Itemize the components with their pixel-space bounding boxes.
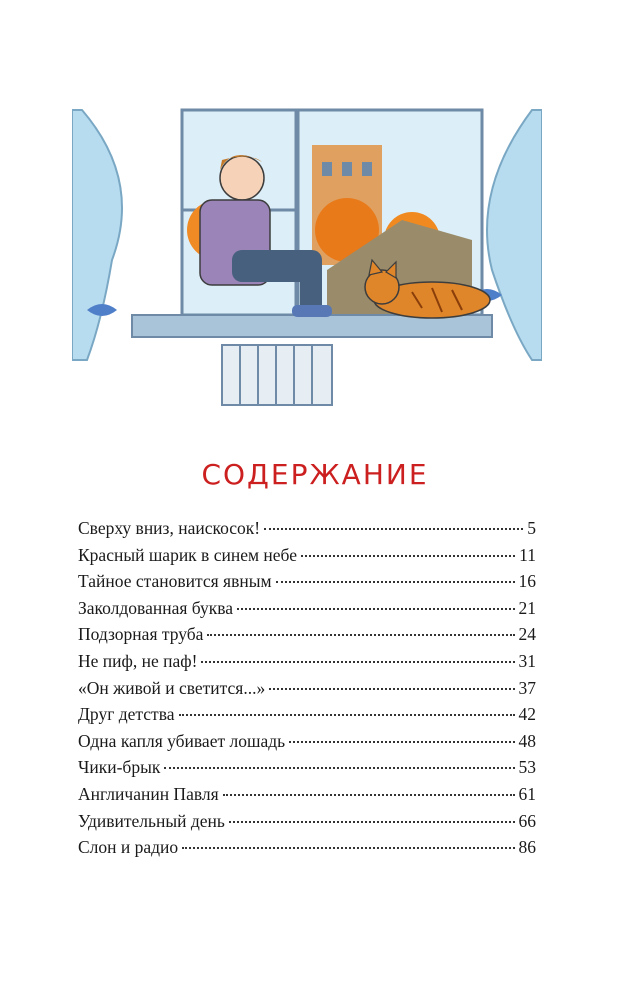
toc-leader-dots <box>301 555 515 557</box>
toc-item-page: 31 <box>518 650 536 671</box>
toc-leader-dots <box>237 608 514 610</box>
toc-item[interactable] <box>78 624 536 651</box>
toc-item-title: Не пиф, не паф! <box>78 650 198 671</box>
toc-leader-dots <box>264 528 523 530</box>
toc-item[interactable] <box>78 678 536 705</box>
toc-leader-dots <box>179 714 515 716</box>
toc-item-page: 16 <box>518 571 536 592</box>
toc-item-title: Сверху вниз, наискосок! <box>78 518 261 538</box>
toc-leader-dots <box>182 847 514 849</box>
toc-item-page: 48 <box>518 730 536 751</box>
toc-item-title: Подзорная труба <box>78 624 204 645</box>
toc-leader-dots <box>207 634 514 636</box>
toc-item-title: Слон и радио <box>78 837 179 858</box>
toc-item[interactable] <box>78 651 536 678</box>
toc-item-title: Удивительный день <box>78 810 225 831</box>
toc-item-title: Заколдованная буква <box>78 597 234 618</box>
toc-item[interactable] <box>78 571 536 598</box>
toc-item[interactable] <box>78 837 536 864</box>
toc-item-title: Одна капля убивает лошадь <box>78 730 286 751</box>
page-title: СОДЕРЖАНИЕ <box>201 458 429 491</box>
toc-leader-dots <box>289 741 514 743</box>
toc-leader-dots <box>276 581 515 583</box>
toc-item[interactable] <box>78 757 536 784</box>
toc-item-page: 61 <box>518 783 536 804</box>
toc-item-page: 24 <box>518 624 536 645</box>
toc-item-title: «Он живой и светится...» <box>78 677 266 698</box>
toc-item[interactable] <box>78 598 536 625</box>
toc-item[interactable] <box>78 784 536 811</box>
toc-leader-dots <box>269 688 514 690</box>
toc-item-title: Англичанин Павля <box>78 783 219 804</box>
toc-item-page: 53 <box>518 757 536 778</box>
toc-item[interactable] <box>78 811 536 838</box>
toc-item-title: Красный шарик в синем небе <box>78 544 297 565</box>
toc-item-page: 37 <box>518 677 536 698</box>
toc-item-page: 42 <box>518 704 536 725</box>
toc-item-title: Чики-брык <box>78 757 161 778</box>
toc-leader-dots <box>229 821 515 823</box>
toc-leader-dots <box>201 661 514 663</box>
toc-item[interactable] <box>78 545 536 572</box>
toc-item-page: 86 <box>518 837 536 858</box>
toc-item-page: 5 <box>527 518 536 538</box>
toc-item[interactable] <box>78 704 536 731</box>
illustration-boy-and-cat-at-window <box>72 100 542 420</box>
toc-leader-dots <box>223 794 515 796</box>
toc-item-page: 66 <box>518 810 536 831</box>
toc-item[interactable] <box>78 731 536 758</box>
toc-item-page: 11 <box>519 544 536 565</box>
toc-item-page: 21 <box>518 597 536 618</box>
toc-item-title: Друг детства <box>78 704 175 725</box>
toc-leader-dots <box>164 767 514 769</box>
toc-item[interactable] <box>78 518 536 545</box>
table-of-contents <box>78 518 536 864</box>
toc-item-title: Тайное становится явным <box>78 571 272 592</box>
